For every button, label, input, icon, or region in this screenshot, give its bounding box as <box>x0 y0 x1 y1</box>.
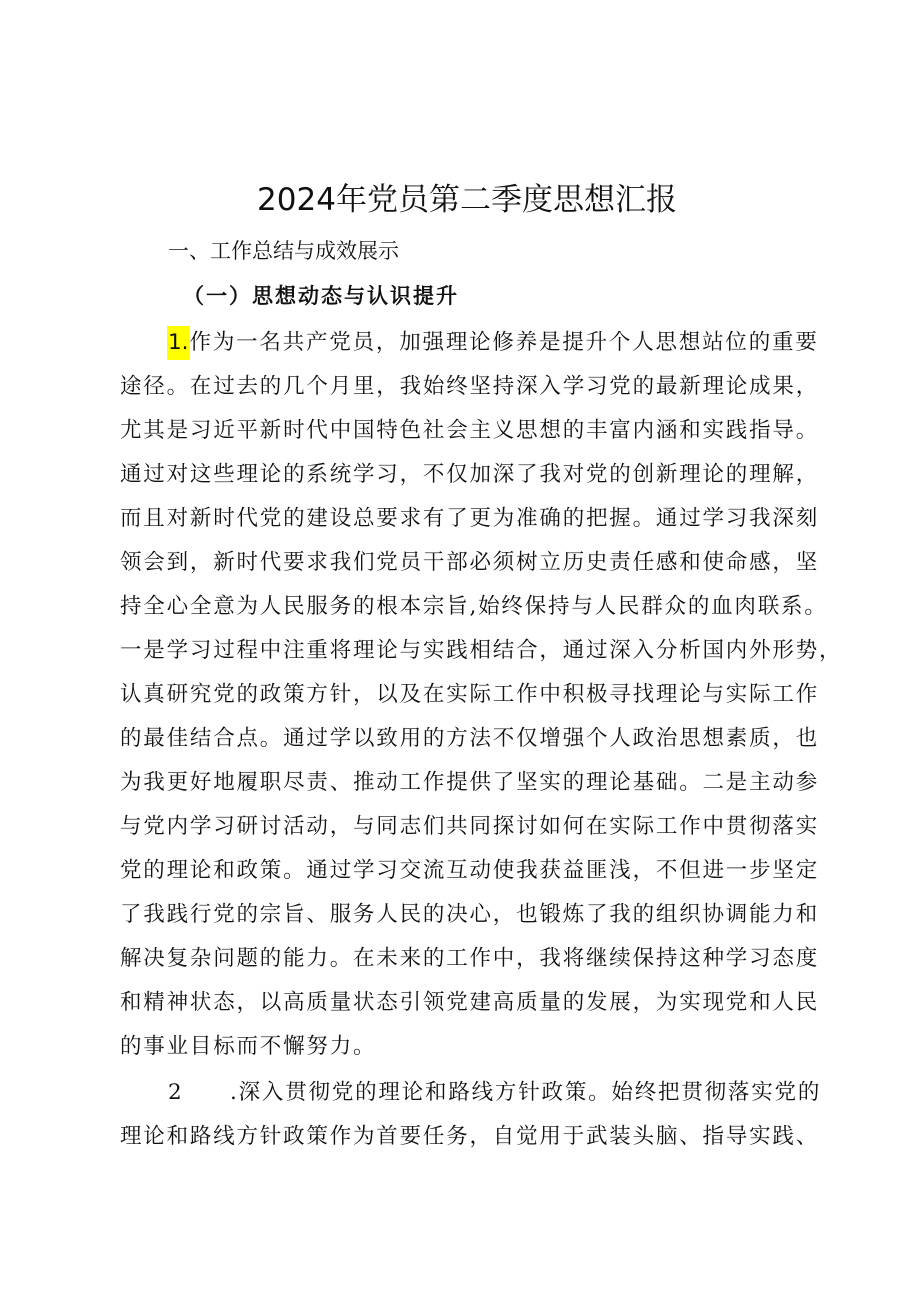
paragraph-line: 领会到，新时代要求我们党员干部必须树立历史责任感和使命感，坚 <box>120 550 820 575</box>
subsection-heading: （一）思想动态与认识提升 <box>183 284 459 308</box>
paragraph-line: 为我更好地履职尽责、推动工作提供了坚实的理论基础。二是主动参 <box>120 770 820 795</box>
paragraph-line: 了我践行党的宗旨、服务人民的决心，也锻炼了我的组织协调能力和 <box>120 902 820 927</box>
section-heading: 一、工作总结与成效展示 <box>168 239 399 263</box>
paragraph-line: 和精神状态，以高质量状态引领党建高质量的发展，为实现党和人民 <box>120 990 820 1015</box>
paragraph-line: 尤其是习近平新时代中国特色社会主义思想的丰富内涵和实践指导。 <box>120 418 820 443</box>
paragraph-text: 作为一名共产党员，加强理论修养是提升个人思想站位的重要 <box>189 330 819 355</box>
paragraph-line: 的事业目标而不懈努力。 <box>120 1034 377 1059</box>
paragraph-line: 而且对新时代党的建设总要求有了更为准确的把握。通过学习我深刻 <box>120 506 820 531</box>
paragraph-line: 理论和路线方针政策作为首要任务，自觉用于武装头脑、指导实践、 <box>120 1124 820 1149</box>
paragraph-line: 认真研究党的政策方针，以及在实际工作中积极寻找理论与实际工作 <box>120 682 820 707</box>
paragraph-line: 持全心全意为人民服务的根本宗旨,始终保持与人民群众的血肉联系。 <box>120 594 828 619</box>
paragraph-line: .深入贯彻党的理论和路线方针政策。始终把贯彻落实党的 <box>230 1080 822 1105</box>
paragraph-line <box>167 326 819 360</box>
highlighted-number: 1. <box>167 326 190 360</box>
paragraph-number: 2 <box>168 1080 184 1105</box>
paragraph-line: 与党内学习研讨活动，与同志们共同探讨如何在实际工作中贯彻落实 <box>120 814 820 839</box>
document-title: 2024年党员第二季度思想汇报 <box>257 182 677 218</box>
paragraph-line: 党的理论和政策。通过学习交流互动使我获益匪浅，不但进一步坚定 <box>120 858 820 883</box>
paragraph-line: 解决复杂问题的能力。在未来的工作中，我将继续保持这种学习态度 <box>120 946 820 971</box>
paragraph-line: 一是学习过程中注重将理论与实践相结合，通过深入分析国内外形势， <box>120 638 843 663</box>
paragraph-line: 通过对这些理论的系统学习，不仅加深了我对党的创新理论的理解， <box>120 462 820 487</box>
paragraph-line: 的最佳结合点。通过学以致用的方法不仅增强个人政治思想素质，也 <box>120 726 820 751</box>
paragraph-line: 途径。在过去的几个月里，我始终坚持深入学习党的最新理论成果， <box>120 374 820 399</box>
